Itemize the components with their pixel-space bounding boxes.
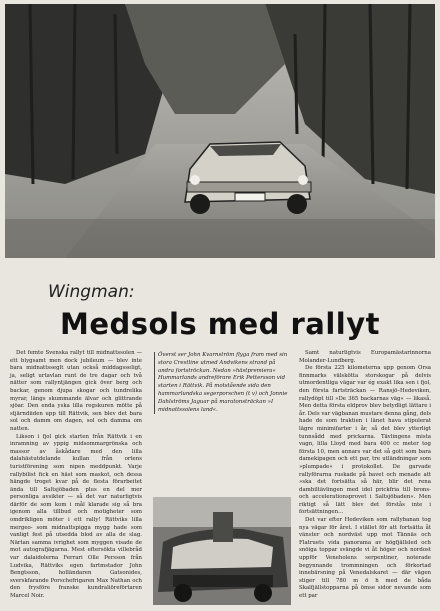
car-photo-illustration xyxy=(153,497,291,605)
paragraph: Samt naturligtvis Europamästarinnorna Molander-Lundberg. xyxy=(299,350,431,364)
text-column-1 xyxy=(10,350,142,601)
paragraph: De första 225 kilometerna upp genom Orsa finnmarks välskötta storskogar på delvis utmordentliga vägar var ég exakt lika sen i fjol, den första fartsträckan — Ransjö–Hedeviken, rallydöpt till »De 365 backarnas väg« — likaså. Men detta första eldprov blev betydligt lättare i år. Dels var vägbanan mustare denna gång, dels hade de som traktien i länet hava stipulerat lägre minimifarter i år, så det blev ytterligt tunnsådd med prickarna. Tävlingens mista vagn, lilla Lloyd med bara 400 cc meter tog första 10, men annars var det så gott som bara damekipagen och ett par, tre utländningar som »plumpade« i protokollet. De garvade rallyförarna ruskade på bavet och menade att »ska det fortsätta så här, blir det rena dambiltävlingen med idel prickfria till brons- och accelerationsprovet i Saltsjöbaden«. Men riktigt så lätt blev det förstås inte i fortsättningen… xyxy=(299,365,432,516)
paragraph: Det var efter Hedeviken som rallybanan tog nya vägar för året. I stället för att fortsätta åt vänster och nordväst upp mot Tännäs och Flatruets vida panorama av högfjällsled och snöiga toppar svängde vi åt höger och nordost uppför Veneholens serpentiner, noterade begynnande trommningen och förkortad innebärsning på Venedalskaret — där vägen stiger till 780 m ö h med de båda Skalfjällstopparna på ömse sidor nevande som ett par xyxy=(299,517,431,599)
paragraph: Likson i fjol gick starten från Rättvik i en inramning av yppig midsommargrönska och massor av åskådare med den lilla dalahästutdelande kullan från ortens turistförening som nipen meddpunkt. Varje rallybilist fick en häst som maskot, och dessa hängde troget kvar på de flesta förarbeitet ända till Saltsjöbaden plus en del mer personliga avsikter — så det var naturligtvis därför de som kom i mål klarade sig så bra igenom alla tillbud och motigheter som omdrikligen möter i ett rally! Rättviks lilla mergeo- som midnattspigga mygg hade som vanligt fest på utsedda blod av alla de slag. Närtan samma ivrighet som myggen visade de mot autografjägarna. Mest eftersökta villebråd var dalaidolerna Ferrari Olle Persson från Ludvika, Rättviks egen fartmstador John Bengtsson, holländaren Gatsonides, sverskfarande Porschefrigaren Max Nathan och den frysföre franske kundraliöreförtaren Marcel Noir. xyxy=(10,433,142,599)
car-photo xyxy=(153,497,291,605)
photo-caption: Överst ser John Kvarnström flyga fram med sin stora Crestline utmed Andvikens strand på andra fortströckan. Nedan »hästpremiera« Hummarlands andreförare Erik Pettersson vid starten i Rättvik. På motstående sida den hammarlundska segerporschen (t v) och Jonnie Dahlströms Jaguar på maratonsträckan »I midnattssolens land«. xyxy=(154,352,290,414)
rally-photo-illustration xyxy=(5,4,435,258)
paragraph: Det femte Svenska rallyt till midnattssolen — ett blygsamt men dock jubileum — blev inte bara midnattsseglt utan också middagsseligt, ja, seligt urtavlan runt de tre dagar och två nätter som rallyntjängen gick över berg och backar, genom djupa skogar och tundrelika myrar, längs skummande älvar och glittrande sjöar. Den enda yska lilla regskuren mötte på stjärndiiden upp till Rättvik, sen blev det bara sol och damm om dagen, sol och damma om natten. xyxy=(10,350,142,432)
text-column-3 xyxy=(299,350,431,601)
rally-photo-top xyxy=(5,4,435,258)
article-kicker: Wingman: xyxy=(48,282,135,302)
article-title: Medsols med rallyt xyxy=(59,307,381,341)
